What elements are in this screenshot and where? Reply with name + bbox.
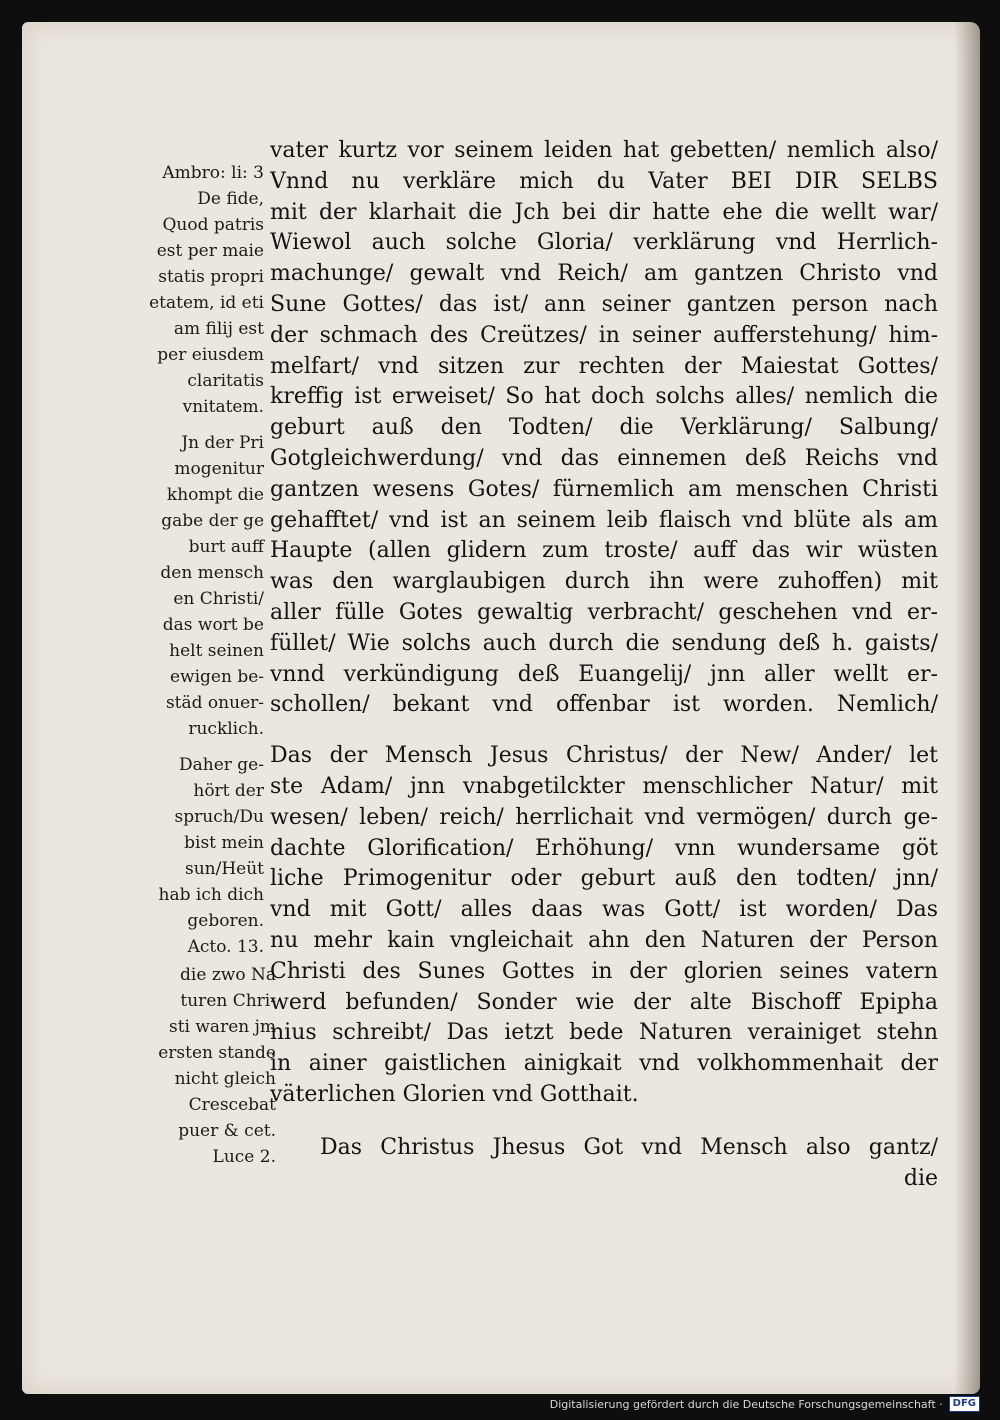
- marginal-line: vnitatem.: [182, 397, 264, 417]
- text-line: wesen/ leben/ reich/ herrlichait vnd vermögen/ durch ge-: [270, 804, 938, 830]
- text-line: geburt auß den Todten/ die Verklärung/ Salbung/: [270, 415, 938, 441]
- text-line: Das der Mensch Jesus Christus/ der New/ Ander/ let: [270, 743, 938, 769]
- text-line: dachte Glorification/ Erhöhung/ vnn wundersame göt: [270, 835, 938, 861]
- marginal-line: hört der: [193, 781, 264, 801]
- digitization-credit: [550, 1396, 980, 1412]
- text-line: füllet/ Wie solchs auch durch die sendung deß h. gaists/: [270, 630, 938, 656]
- marginal-line: den mensch: [160, 563, 264, 583]
- text-line: väterlichen Glorien vnd Gotthait.: [270, 1081, 639, 1107]
- marginal-line: statis propri: [158, 267, 264, 287]
- marginal-line: etatem, id eti: [149, 293, 264, 313]
- marginal-line: helt seinen: [169, 641, 264, 661]
- text-line: ste Adam/ jnn vnabgetilckter menschlicher Natur/ mit: [270, 773, 938, 799]
- text-line: in ainer gaistlichen ainigkait vnd volkhommenhait der: [270, 1051, 938, 1077]
- text-line: der schmach des Creützes/ in seiner aufferstehung/ him-: [270, 322, 938, 348]
- text-line: aller fülle Gotes gewaltig verbracht/ geschehen vnd er-: [270, 599, 938, 625]
- marginal-line: De fide,: [197, 189, 264, 209]
- text-line: Haupte (allen glidern zum troste/ auff das wir wüsten: [270, 538, 938, 564]
- text-line: vater kurtz vor seinem leiden hat gebetten/ nemlich also/: [270, 138, 938, 163]
- marginal-line: sun/Heüt: [184, 859, 264, 879]
- paragraph-gap: [270, 1111, 938, 1133]
- text-line: Christi des Sunes Gottes in der glorien seines vatern: [270, 958, 938, 984]
- marginal-line: khompt die: [166, 485, 264, 505]
- gutter-shadow: [954, 22, 980, 1394]
- marginal-line: est per maie: [156, 241, 264, 261]
- marginal-line: Jn der Pri: [181, 433, 264, 453]
- main-text: [270, 136, 938, 1194]
- marginal-line: en Christi/: [173, 589, 264, 609]
- marginal-line: per eiusdem: [157, 345, 264, 365]
- marginal-line: bist mein: [184, 833, 264, 853]
- paragraph-gap: [270, 721, 938, 741]
- marginal-line: das wort be: [162, 615, 264, 635]
- paragraph-1: [270, 136, 938, 721]
- text-line: gantzen wesens Gotes/ fürnemlich am menschen Christi: [270, 476, 938, 502]
- text-line: was den warglaubigen durch ihn were zuhoffen) mit: [270, 569, 938, 595]
- marginal-line: turen Chri-: [180, 991, 276, 1011]
- marginal-note-primogenitur: [110, 430, 264, 742]
- text-line: vnnd verkündigung deß Euangelij/ jnn aller wellt er-: [270, 661, 938, 687]
- marginal-line: mogenitur: [174, 459, 264, 479]
- text-line: machunge/ gewalt vnd Reich/ am gantzen Christo vnd: [270, 261, 938, 287]
- paragraph-2: [270, 741, 938, 1111]
- marginal-line: Daher ge-: [179, 755, 264, 775]
- text-line: Gotgleichwerdung/ vnd das einnemen deß Reichs vnd: [270, 445, 938, 471]
- marginal-line: ewigen be-: [169, 667, 264, 687]
- marginal-line: gabe der ge: [161, 511, 264, 531]
- marginal-line: sti waren jm: [168, 1017, 276, 1037]
- text-line: vnd mit Gott/ alles daas was Gott/ ist worden/ Das: [270, 897, 938, 923]
- marginal-line: am filij est: [173, 319, 264, 339]
- marginal-note-ambrose: [110, 160, 264, 420]
- text-line: melfart/ vnd sitzen zur rechten der Maiestat Gottes/: [270, 353, 938, 379]
- marginal-line: Acto. 13.: [187, 937, 264, 957]
- marginal-line: spruch/Du: [174, 807, 264, 827]
- marginal-line: claritatis: [187, 371, 264, 391]
- marginal-note-naturen: [110, 962, 276, 1170]
- text-line: Wiewol auch solche Gloria/ verklärung vnd Herrlich-: [270, 230, 938, 256]
- text-line: nu mehr kain vngleichait ahn den Naturen der Person: [270, 927, 938, 953]
- marginal-note-spruch: [110, 752, 264, 960]
- marginal-line: burt auff: [188, 537, 264, 557]
- marginal-line: Ambro: li: 3: [162, 163, 264, 183]
- marginal-line: Crescebat: [188, 1095, 276, 1115]
- marginal-line: Luce 2.: [212, 1147, 276, 1167]
- marginal-line: ersten stande: [158, 1043, 276, 1063]
- credit-text: Digitalisierung gefördert durch die Deutsche Forschungsgemeinschaft ·: [549, 1397, 943, 1411]
- catchword: die: [903, 1165, 938, 1191]
- marginal-line: rucklich.: [188, 719, 264, 739]
- marginal-line: geboren.: [187, 911, 264, 931]
- text-line: Vnnd nu verkläre mich du Vater BEI DIR SELBS: [270, 168, 938, 194]
- paragraph-3: [270, 1133, 938, 1195]
- marginal-line: die zwo Na: [180, 965, 276, 985]
- text-line: Sune Gottes/ das ist/ ann seiner gantzen person nach: [270, 291, 938, 317]
- marginal-line: Quod patris: [162, 215, 264, 235]
- text-line: liche Primogenitur oder geburt auß den todten/ jnn/: [270, 866, 938, 892]
- text-line: werd befunden/ Sonder wie der alte Bischoff Epipha: [270, 989, 938, 1015]
- text-line: schollen/ bekant vnd offenbar ist worden. Nemlich/: [270, 692, 938, 718]
- text-line: nius schreibt/ Das ietzt bede Naturen verainiget stehn: [270, 1020, 938, 1046]
- marginal-line: hab ich dich: [158, 885, 264, 905]
- text-line: mit der klarhait die Jch bei dir hatte ehe die wellt war/: [270, 199, 938, 225]
- text-line: gehafftet/ vnd ist an seinem leib flaisch vnd blüte als am: [270, 507, 938, 533]
- text-line: Das Christus Jhesus Got vnd Mensch also gantz/: [320, 1134, 938, 1160]
- marginal-line: städ onuer-: [165, 693, 264, 713]
- marginal-line: puer & cet.: [178, 1121, 276, 1141]
- text-line: kreffig ist erweiset/ So hat doch solchs alles/ nemlich die: [270, 384, 938, 410]
- dfg-logo: DFG: [949, 1396, 980, 1412]
- marginal-line: nicht gleich: [174, 1069, 276, 1089]
